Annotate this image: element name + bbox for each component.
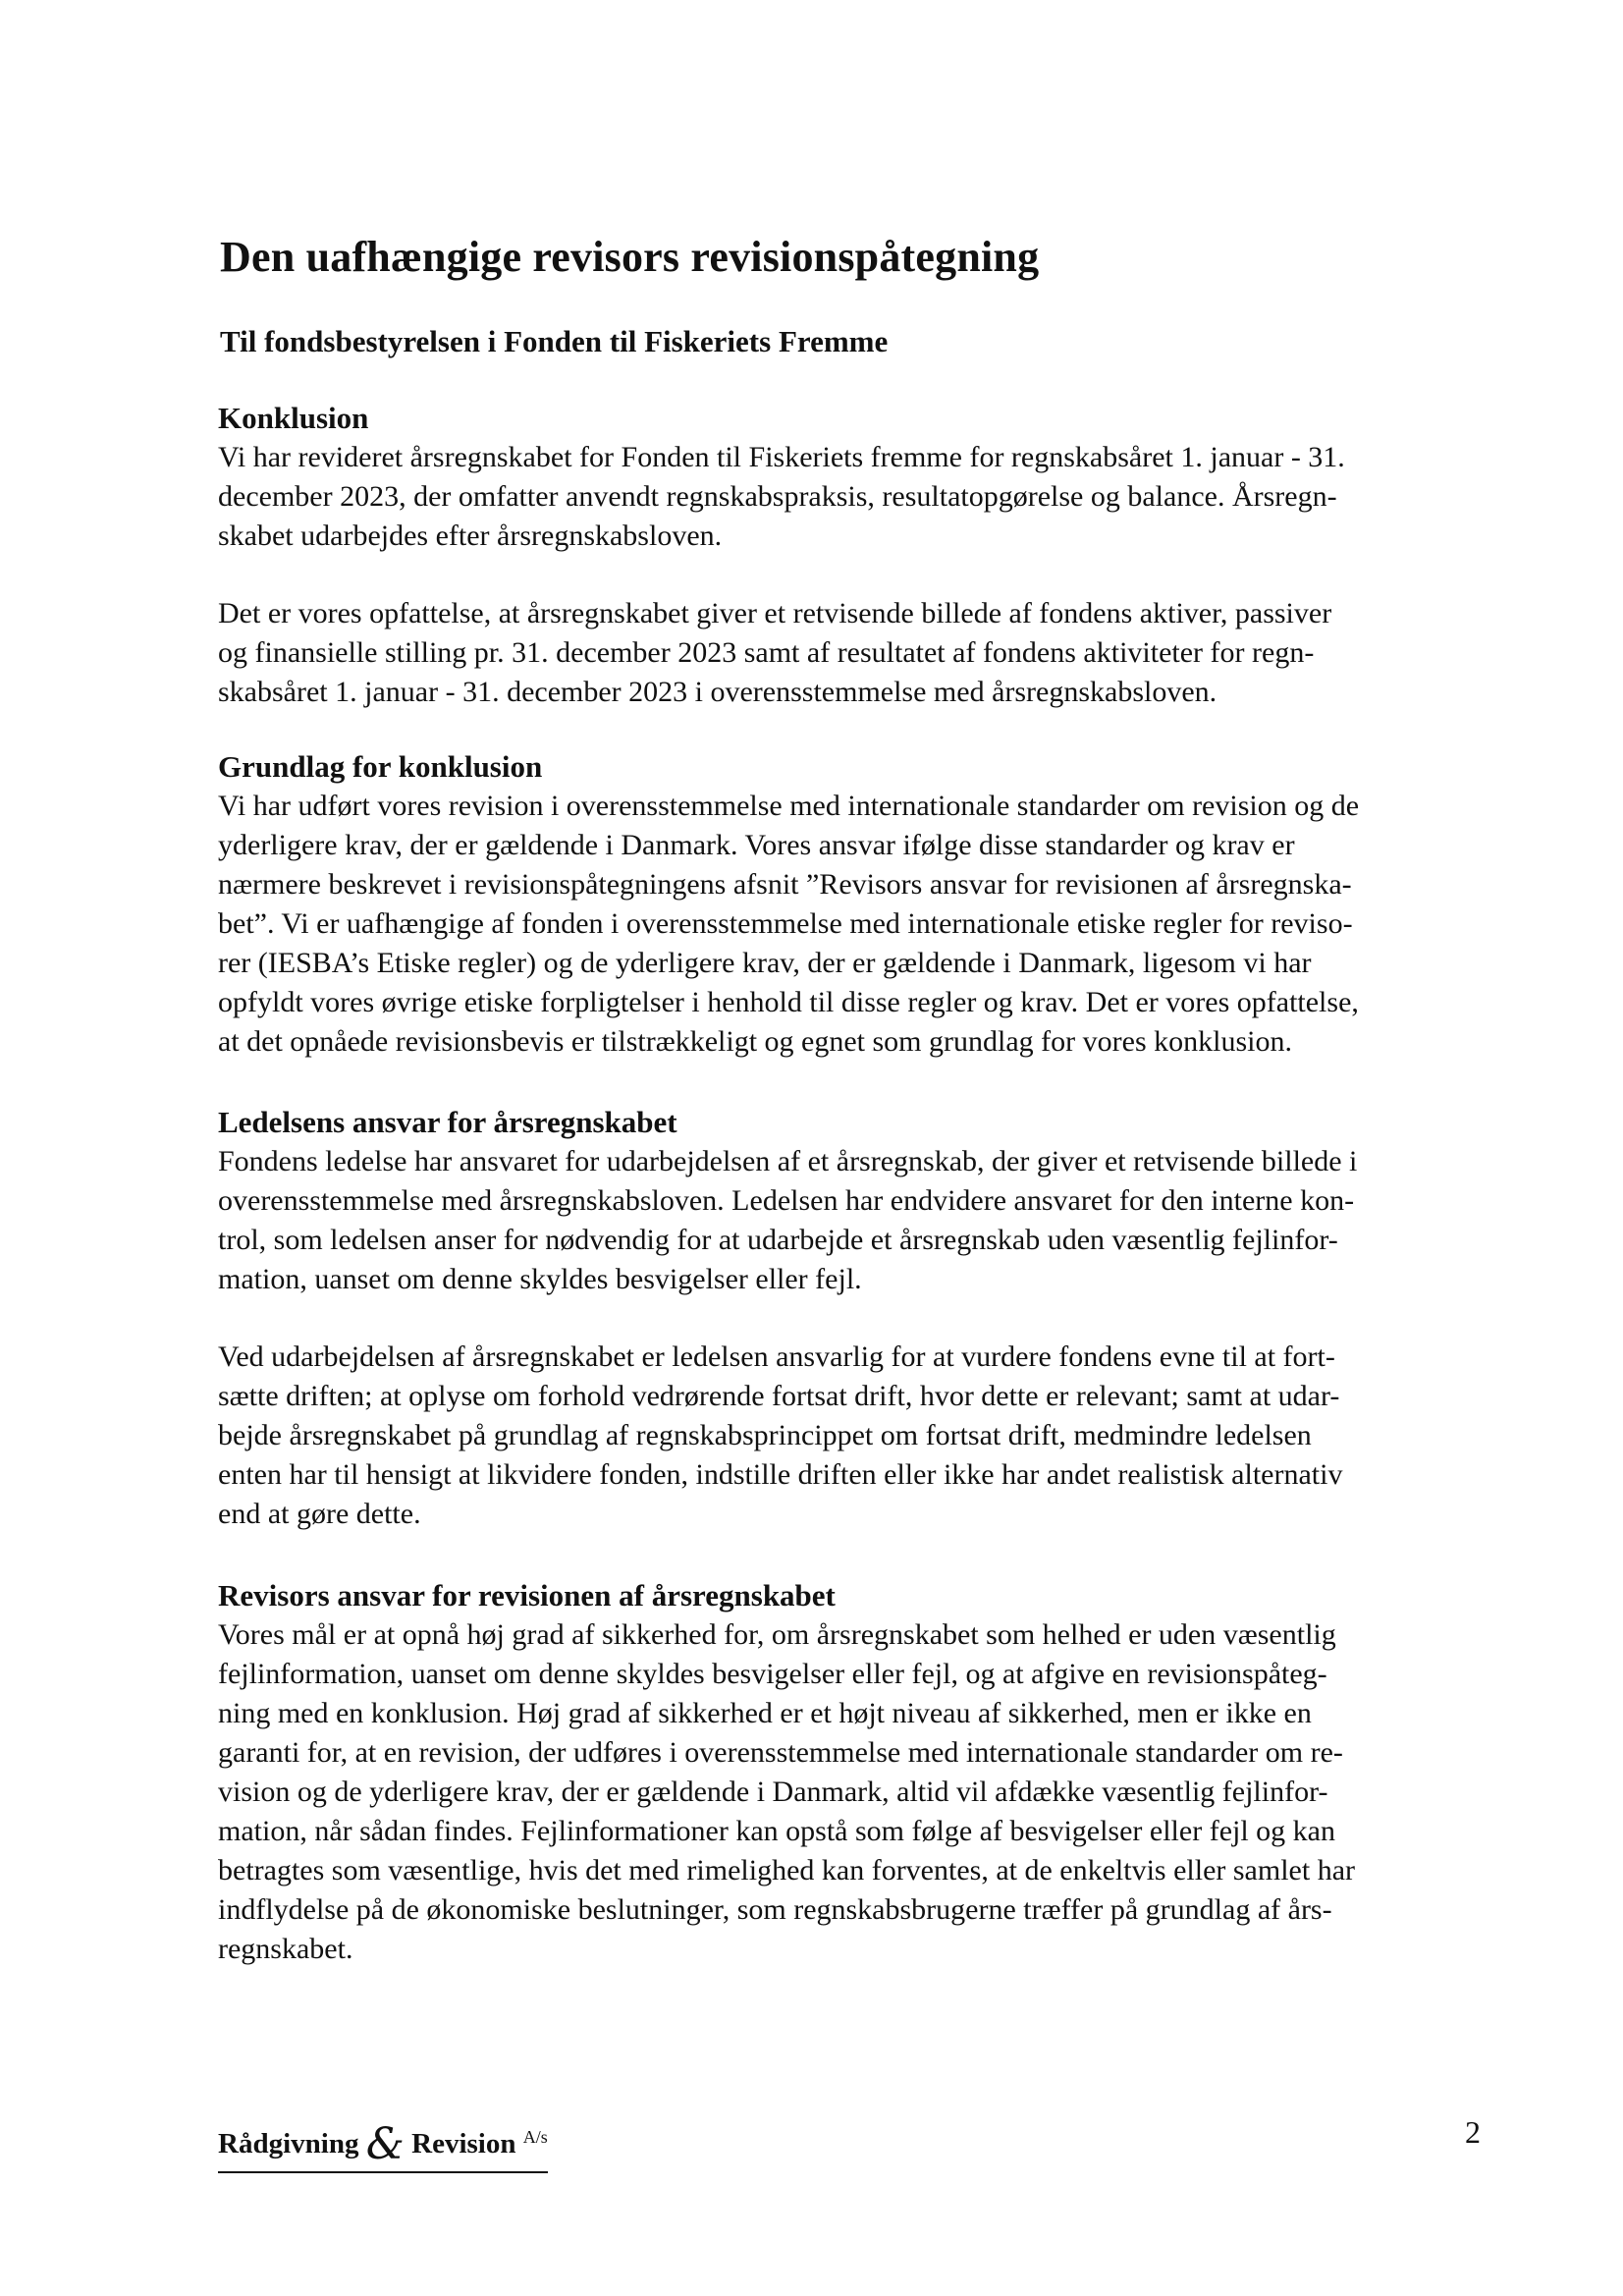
text-line: regnskabet. (218, 1933, 353, 1965)
logo-text-part2: Revision (411, 2128, 516, 2159)
text-line: vision og de yderligere krav, der er gældende i Danmark, altid vil afdække væsentlig fejlinfor- (218, 1776, 1328, 1808)
text-line: at det opnåede revisionsbevis er tilstrækkeligt og egnet som grundlag for vores konklusion. (218, 1025, 1292, 1058)
text-line: mation, når sådan findes. Fejlinformationer kan opstå som følge af besvigelser eller fejl og kan (218, 1815, 1335, 1847)
section-heading: Konklusion (218, 401, 369, 435)
text-line: nærmere beskrevet i revisionspåtegningens afsnit ”Revisors ansvar for revisionen af årsregnska- (218, 868, 1352, 901)
text-line: indflydelse på de økonomiske beslutninger, som regnskabsbrugerne træffer på grundlag af års- (218, 1893, 1332, 1926)
section-paragraph (218, 594, 1494, 712)
section-heading: Ledelsens ansvar for årsregnskabet (218, 1105, 677, 1139)
text-line: yderligere krav, der er gældende i Danmark. Vores ansvar ifølge disse standarder og krav er (218, 829, 1295, 861)
text-line: end at gøre dette. (218, 1498, 421, 1530)
text-line: overensstemmelse med årsregnskabsloven. Ledelsen har endvidere ansvaret for den interne kon- (218, 1184, 1355, 1217)
section-paragraph (218, 787, 1494, 1062)
text-line: betragtes som væsentlige, hvis det med rimelighed kan forventes, at de enkeltvis eller samlet har (218, 1854, 1356, 1886)
section-paragraph (218, 1338, 1494, 1534)
text-line: mation, uanset om denne skyldes besvigelser eller fejl. (218, 1263, 862, 1295)
addressee-subtitle: Til fondsbestyrelsen i Fonden til Fiskeriets Fremme (220, 324, 889, 358)
text-line: enten har til hensigt at likvidere fonden, indstille driften eller ikke har andet realistisk alternativ (218, 1458, 1343, 1491)
section-ledelsens-ansvar (218, 1103, 1494, 1534)
text-line: bejde årsregnskabet på grundlag af regnskabsprincippet om fortsat drift, medmindre ledelsen (218, 1419, 1312, 1451)
text-line: opfyldt vores øvrige etiske forpligtelser i henhold til disse regler og krav. Det er vores opfattelse, (218, 986, 1359, 1018)
page-number: 2 (1465, 2114, 1481, 2150)
section-grundlag (218, 747, 1494, 1062)
text-line: sætte driften; at oplyse om forhold vedrørende fortsat drift, hvor dette er relevant; samt at udar- (218, 1380, 1340, 1412)
text-line: bet”. Vi er uafhængige af fonden i overensstemmelse med internationale etiske regler for reviso- (218, 907, 1353, 940)
text-line: fejlinformation, uanset om denne skyldes besvigelser eller fejl, og at afgive en revisionspåteg- (218, 1658, 1327, 1690)
text-line: Det er vores opfattelse, at årsregnskabet giver et retvisende billede af fondens aktiver, passiver (218, 597, 1332, 629)
section-konklusion (218, 399, 1494, 712)
logo-ampersand: & (365, 2119, 405, 2169)
text-line: garanti for, at en revision, der udføres i overensstemmelse med internationale standarder om re- (218, 1736, 1343, 1769)
text-line: rer (IESBA’s Etiske regler) og de yderligere krav, der er gældende i Danmark, ligesom vi har (218, 947, 1312, 979)
company-logo (218, 2119, 548, 2173)
section-revisors-ansvar (218, 1576, 1494, 1969)
text-line: og finansielle stilling pr. 31. december 2023 samt af resultatet af fondens aktiviteter for regn- (218, 636, 1315, 669)
section-heading: Revisors ansvar for revisionen af årsregnskabet (218, 1578, 836, 1613)
section-heading: Grundlag for konklusion (218, 749, 543, 784)
section-paragraph (218, 1615, 1494, 1969)
text-line: ning med en konklusion. Høj grad af sikkerhed er et højt niveau af sikkerhed, men er ikke en (218, 1697, 1312, 1729)
text-line: skabsåret 1. januar - 31. december 2023 i overensstemmelse med årsregnskabsloven. (218, 676, 1217, 708)
text-line: Vi har revideret årsregnskabet for Fonden til Fiskeriets fremme for regnskabsåret 1. januar - 31. (218, 441, 1345, 473)
page-title: Den uafhængige revisors revisionspåtegning (220, 233, 1040, 281)
text-line: december 2023, der omfatter anvendt regnskabspraksis, resultatopgørelse og balance. Årsregn- (218, 480, 1337, 513)
text-line: Ved udarbejdelsen af årsregnskabet er ledelsen ansvarlig for at vurdere fondens evne til at fort- (218, 1340, 1335, 1373)
text-line: Fondens ledelse har ansvaret for udarbejdelsen af et årsregnskab, der giver et retvisende billede i (218, 1145, 1358, 1177)
text-line: Vi har udført vores revision i overensstemmelse med internationale standarder om revision og de (218, 790, 1360, 822)
section-paragraph (218, 1142, 1494, 1299)
text-line: Vores mål er at opnå høj grad af sikkerhed for, om årsregnskabet som helhed er uden væsentlig (218, 1618, 1336, 1651)
logo-suffix: A/s (522, 2127, 548, 2147)
text-line: trol, som ledelsen anser for nødvendig for at udarbejde et årsregnskab uden væsentlig fejlinfor- (218, 1224, 1338, 1256)
section-paragraph (218, 438, 1494, 556)
text-line: skabet udarbejdes efter årsregnskabsloven. (218, 519, 723, 552)
logo-text-part1: Rådgivning (218, 2128, 359, 2159)
